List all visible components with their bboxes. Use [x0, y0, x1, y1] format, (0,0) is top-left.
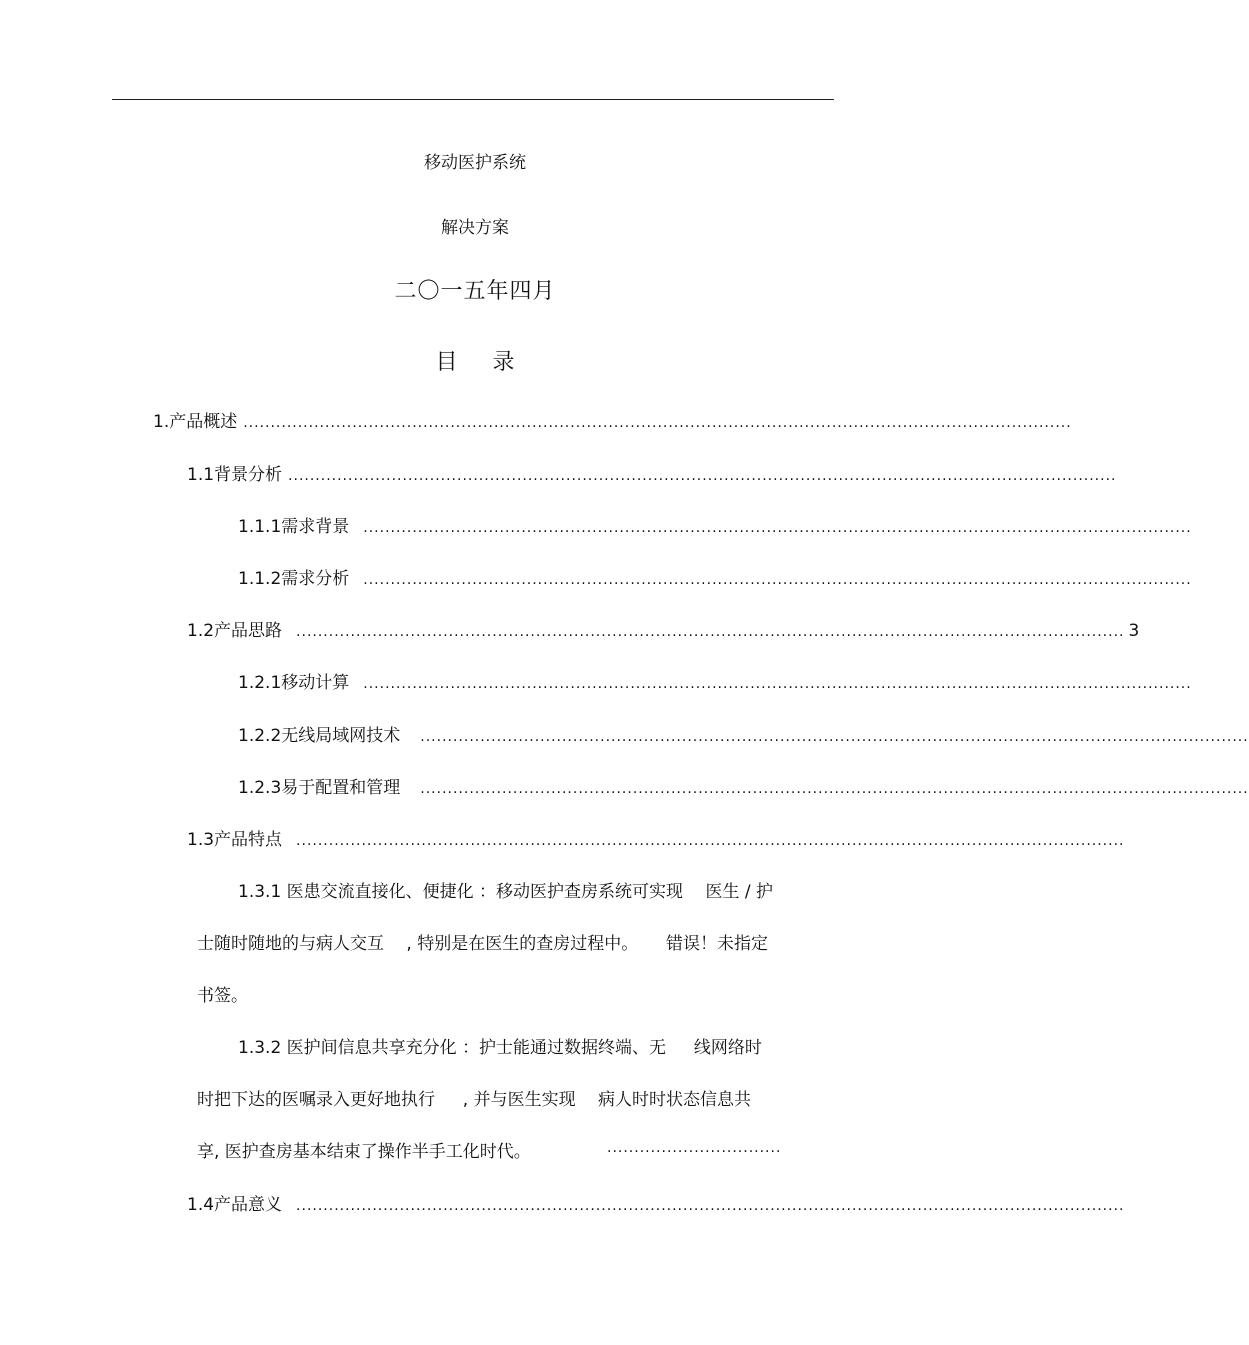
toc-entry-label: 产品特点 — [214, 830, 283, 850]
toc-entry-1[interactable] — [153, 407, 1072, 432]
toc-entry-label: 背景分析 — [214, 465, 283, 485]
toc-entry-1-1[interactable] — [187, 460, 1117, 485]
document-date: 二〇一五年四月 — [394, 279, 556, 304]
toc-entry-1-3-1-line-3[interactable]: 书签。 — [197, 986, 248, 1006]
toc-leader-dots: ........................................................................................................................................................ — [363, 520, 1192, 536]
toc-entry-number: 1.2 — [187, 621, 215, 641]
toc-entry-number: 1. — [153, 412, 170, 432]
document-subtitle: 解决方案 — [441, 218, 509, 238]
toc-entry-number: 1.2.2 — [238, 726, 282, 746]
toc-entry-number: 1.1.1 — [238, 517, 282, 537]
toc-entry-number: 1.2.3 — [238, 778, 282, 798]
toc-entry-label: 需求背景 — [281, 517, 350, 537]
toc-entry-label: 产品概述 — [169, 412, 238, 432]
toc-entry-label: 产品思路 — [214, 621, 283, 641]
toc-entry-1-4[interactable] — [187, 1190, 1125, 1215]
toc-heading: 目 录 — [435, 350, 529, 375]
toc-entry-1-2-1[interactable] — [238, 668, 1192, 693]
toc-entry-number: 1.1.2 — [238, 569, 282, 589]
toc-entry-label: 需求分析 — [281, 569, 350, 589]
toc-leader-dots: ........................................................................................................................................................ — [296, 624, 1125, 640]
toc-entry-1-3-1-line-1[interactable]: 1.3.1 医患交流直接化、便捷化 ：移动医护查房系统可实现 医生 / 护 — [238, 882, 774, 902]
toc-leader-dots: ........................................................................................................................................................ — [420, 781, 1249, 797]
toc-entry-1-2-3[interactable] — [238, 773, 1249, 798]
toc-entry-label: 产品意义 — [214, 1195, 283, 1215]
toc-entry-1-1-2[interactable] — [238, 564, 1192, 589]
toc-entry-label: 移动计算 — [281, 673, 350, 693]
toc-entry-1-1-1[interactable] — [238, 512, 1192, 537]
toc-entry-1-3-2-line-1[interactable]: 1.3.2 医护间信息共享充分化 ：护士能通过数据终端、无 线网络时 — [238, 1038, 762, 1058]
toc-leader-dots: ........................................................................................................................................................ — [243, 415, 1072, 431]
toc-entry-number: 1.1 — [187, 465, 215, 485]
toc-leader-dots: ........................................................................................................................................................ — [363, 676, 1192, 692]
document-title: 移动医护系统 — [424, 153, 526, 173]
toc-leader-dots: ................................ — [607, 1140, 782, 1156]
toc-leader-dots: ........................................................................................................................................................ — [296, 1198, 1125, 1214]
toc-entry-1-2-2[interactable] — [238, 721, 1249, 746]
toc-leader-dots: ........................................................................................................................................................ — [288, 468, 1117, 484]
toc-leader-dots: ........................................................................................................................................................ — [363, 572, 1192, 588]
toc-leader-dots: ........................................................................................................................................................ — [296, 833, 1125, 849]
header-rule — [112, 99, 834, 100]
toc-entry-number: 1.4 — [187, 1195, 215, 1215]
toc-leader-dots: ........................................................................................................................................................ — [420, 729, 1249, 745]
toc-entry-label: 无线局域网技术 — [281, 726, 401, 746]
toc-entry-1-3-2-line-2[interactable]: 时把下达的医嘱录入更好地执行 , 并与医生实现 病人时时状态信息共 — [197, 1090, 752, 1110]
toc-page-number: 3 — [1128, 621, 1140, 641]
toc-entry-1-3-1-line-2[interactable]: 士随时随地的与病人交互 , 特别是在医生的查房过程中。 错误！未指定 — [197, 934, 769, 954]
toc-entry-label: 易于配置和管理 — [281, 778, 401, 798]
toc-entry-1-2[interactable] — [187, 616, 1140, 641]
toc-entry-number: 1.2.1 — [238, 673, 282, 693]
toc-entry-1-3[interactable] — [187, 825, 1125, 850]
toc-entry-number: 1.3 — [187, 830, 215, 850]
toc-entry-1-3-2-line-3[interactable]: 享, 医护查房基本结束了操作半手工化时代。 — [197, 1142, 531, 1162]
